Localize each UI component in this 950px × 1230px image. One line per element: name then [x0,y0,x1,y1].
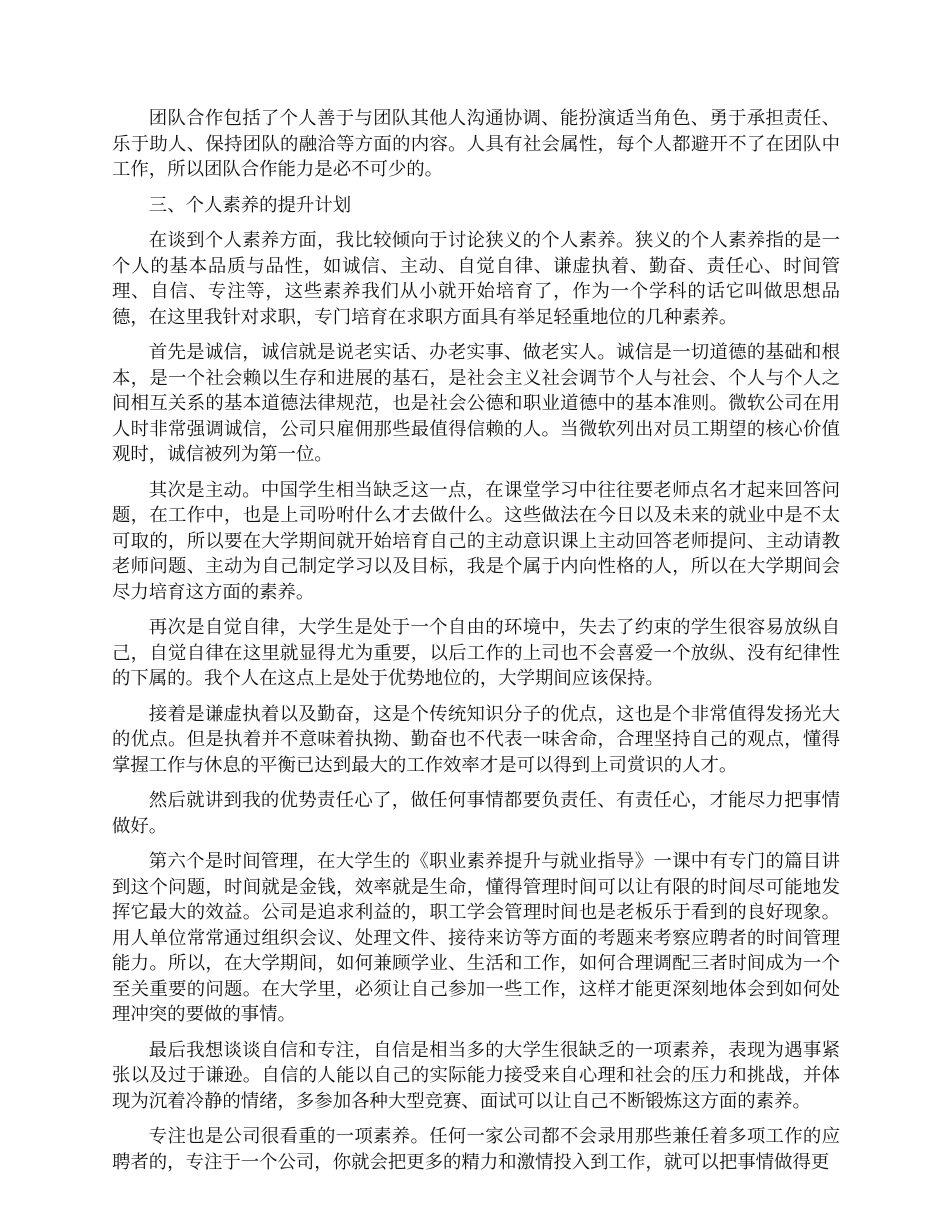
document-body [112,106,840,1185]
paragraph-integrity: 首先是诚信，诚信就是说老实话、办老实事、做老实人。诚信是一切道德的基础和根本，是一个社会赖以生存和进展的基石，是社会主义社会调节个人与社会、个人与个人之间相互关系的基本道德法律规范，也是社会公德和职业道德中的基本准则。微软公司在用人时非常强调诚信，公司只雇佣那些最值得信赖的人。当微软列出对员工期望的核心价值观时，诚信被列为第一位。 [112,342,840,465]
section-heading-3: 三、个人素养的提升计划 [148,194,352,216]
paragraph-modesty-diligence: 接着是谦虚执着以及勤奋，这是个传统知识分子的优点，这也是个非常值得发扬光大的优点。但是执着并不意味着执拗、勤奋也不代表一味舍命，合理坚持自己的观点，懂得掌握工作与休息的平衡已达到最大的工作效率才是可以得到上司赏识的人才。 [112,703,840,776]
paragraph-responsibility: 然后就讲到我的优势责任心了，做任何事情都要负责任、有责任心，才能尽力把事情做好。 [112,790,840,837]
paragraph-time-management: 第六个是时间管理，在大学生的《职业素养提升与就业指导》一课中有专门的篇目讲到这个问题，时间就是金钱，效率就是生命，懂得管理时间可以让有限的时间尽可能地发挥它最大的效益。公司是追求利益的，职工学会管理时间也是老板乐于看到的良好现象。用人单位常常通过组织会议、处理文件、接待来访等方面的考题来考察应聘者的时间管理能力。所以，在大学期间，如何兼顾学业、生活和工作，如何合理调配三者时间成为一个至关重要的问题。在大学里，必须让自己参加一些工作，这样才能更深刻地体会到如何处理冲突的要做的事情。 [112,851,840,1025]
paragraph-teamwork: 团队合作包括了个人善于与团队其他人沟通协调、能扮演适当角色、勇于承担责任、乐于助人、保持团队的融洽等方面的内容。人具有社会属性，每个人都避开不了在团队中工作，所以团队合作能力是必不可少的。 [112,108,840,180]
paragraph-initiative: 其次是主动。中国学生相当缺乏这一点，在课堂学习中往往要老师点名才起来回答问题，在工作中，也是上司吩咐什么才去做什么。这些做法在今日以及未来的就业中是不太可取的，所以要在大学期间就开始培育自己的主动意识课上主动回答老师提问、主动请教老师问题、主动为自己制定学习以及目标，我是个属于内向性格的人，所以在大学期间会尽力培育这方面的素养。 [112,479,840,603]
paragraph-confidence: 最后我想谈谈自信和专注，自信是相当多的大学生很缺乏的一项素养，表现为遇事紧张以及过于谦逊。自信的人能以自己的实际能力接受来自心理和社会的压力和挑战，并体现为沉着冷静的情绪，多参加各种大型竞赛、面试可以让自己不断锻炼这方面的素养。 [112,1039,840,1112]
paragraph-focus: 专注也是公司很看重的一项素养。任何一家公司都不会录用那些兼任着多项工作的应聘者的，专注于一个公司，你就会把更多的精力和激情投入到工作，就可以把事情做得更 [112,1126,840,1173]
paragraph-personal-quality: 在谈到个人素养方面，我比较倾向于讨论狭义的个人素养。狭义的个人素养指的是一个人的基本品质与品性，如诚信、主动、自觉自律、谦虚执着、勤奋、责任心、时间管理、自信、专注等，这些素养我们从小就开始培育了，作为一个学科的话它叫做思想品德，在这里我针对求职，专门培育在求职方面具有举足轻重地位的几种素养。 [112,230,840,328]
paragraph-self-discipline: 再次是自觉自律，大学生是处于一个自由的环境中，失去了约束的学生很容易放纵自己，自觉自律在这里就显得尤为重要，以后工作的上司也不会喜爱一个放纵、没有纪律性的下属的。我个人在这点上是处于优势地位的，大学期间应该保持。 [112,617,840,689]
